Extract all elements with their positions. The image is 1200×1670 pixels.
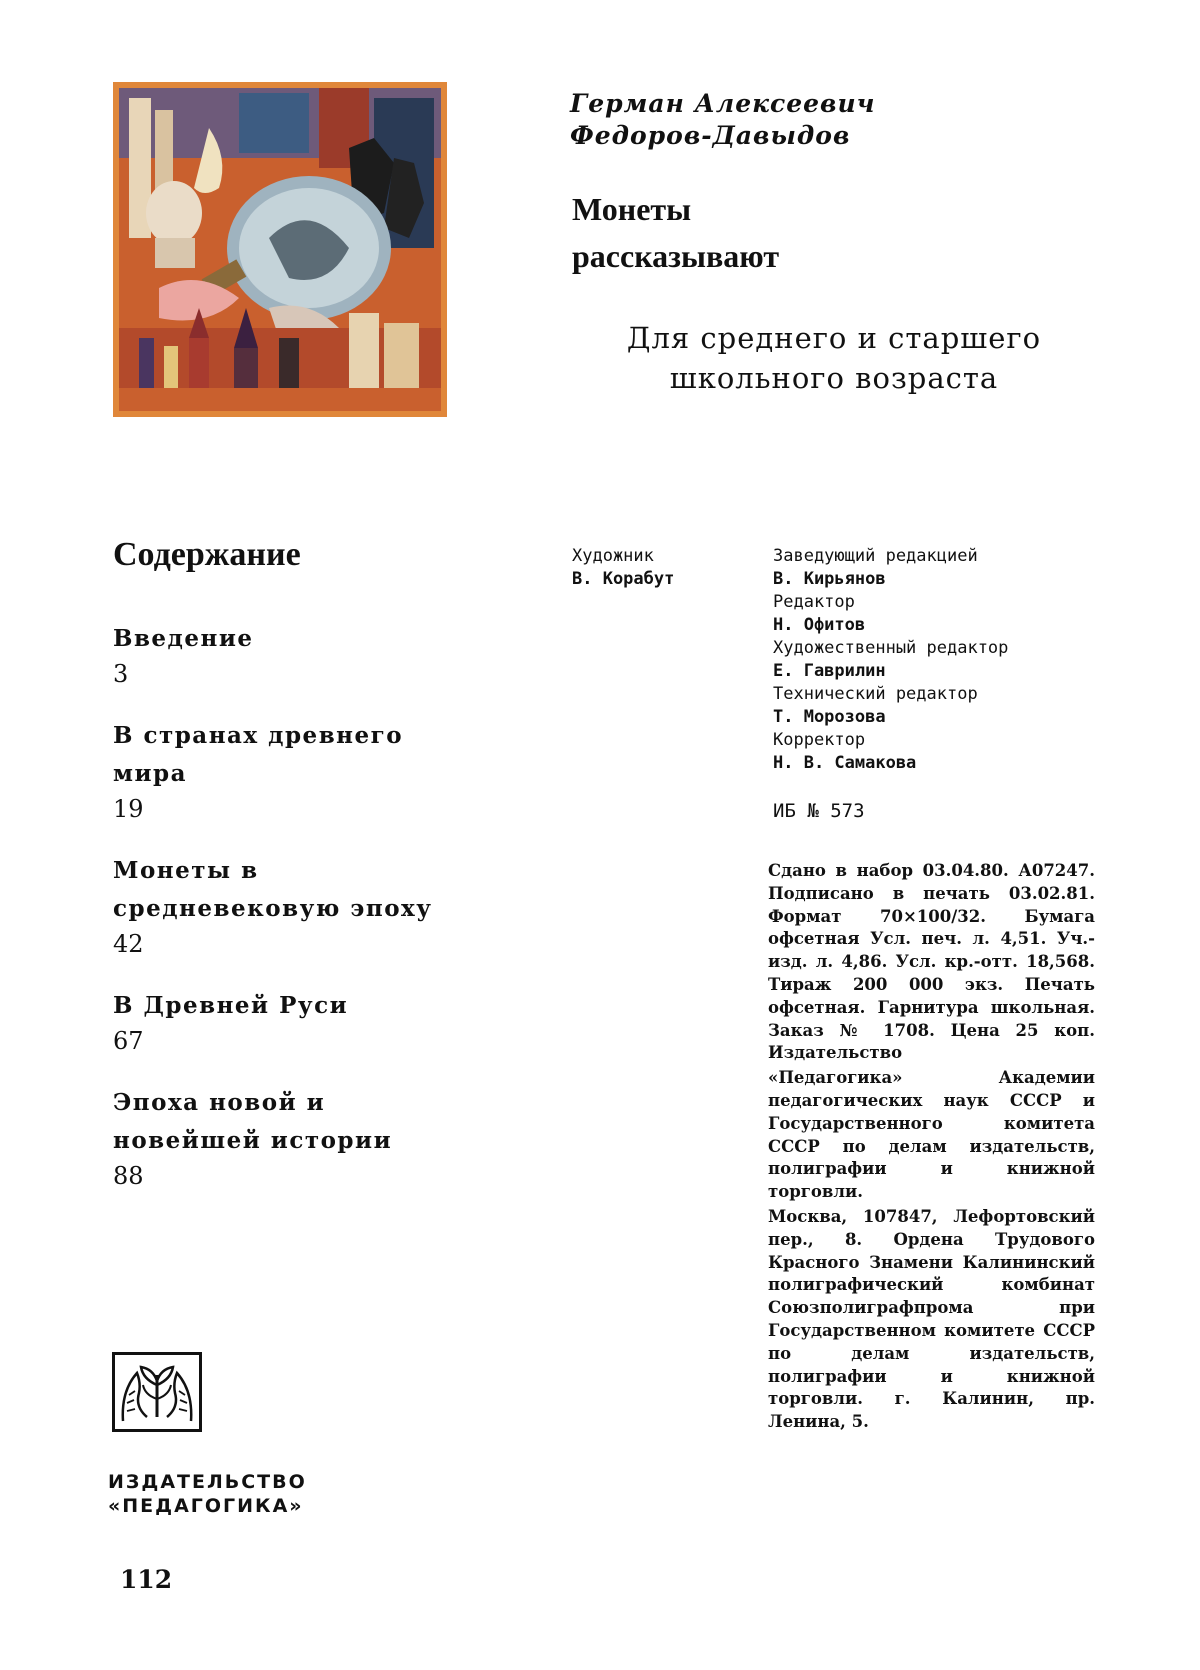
cover-illustration-art — [119, 88, 441, 411]
staff-role: Корректор — [773, 730, 866, 750]
contents-item-page: 42 — [113, 930, 144, 958]
audience-line1: Для среднего и старшего — [626, 321, 1042, 355]
staff-role: Заведующий редакцией — [773, 546, 978, 566]
staff-credits — [773, 545, 1008, 775]
staff-role: Художественный редактор — [773, 638, 1009, 658]
contents-item-page: 3 — [113, 660, 129, 688]
contents-item — [113, 717, 453, 825]
contents-item — [113, 852, 453, 960]
page-number: 112 — [120, 1565, 173, 1594]
book-title — [572, 186, 779, 280]
contents-item-title: Эпоха новой и новейшей истории — [113, 1089, 393, 1154]
imprint-paragraph: «Педагогика» Академии педагогических наук СССР и Государственного комитета СССР по делам издательств, полиграфии и книжной торговли. — [768, 1068, 1095, 1202]
contents-item — [113, 1084, 453, 1192]
staff-name: Н. В. Самакова — [773, 753, 917, 773]
artist-name: В. Корабут — [572, 569, 675, 589]
publisher-logo-art — [115, 1355, 199, 1429]
author-second-line: Федоров-Давыдов — [570, 121, 851, 150]
staff-name: В. Кирьянов — [773, 569, 886, 589]
contents-item-page: 19 — [113, 795, 144, 823]
contents-item-title: Монеты в средневековую эпоху — [113, 857, 433, 922]
contents-item-title: В Древней Руси — [113, 992, 349, 1019]
staff-role: Редактор — [773, 592, 855, 612]
audience-note — [560, 318, 1108, 398]
artist-role: Художник — [572, 546, 654, 566]
cover-illustration — [113, 82, 447, 417]
publisher-logo-icon — [112, 1352, 202, 1432]
contents-item — [113, 987, 453, 1057]
publisher-name — [108, 1470, 307, 1518]
contents-item-page: 88 — [113, 1162, 144, 1190]
staff-name: Т. Морозова — [773, 707, 886, 727]
publisher-line2: «ПЕДАГОГИКА» — [108, 1495, 304, 1517]
publisher-line1: ИЗДАТЕЛЬСТВО — [108, 1471, 307, 1493]
imprint-paragraph: Москва, 107847, Лефортовский пер., 8. Ордена Трудового Красного Знамени Калининский полиграфический комбинат Союзполиграфпрома при Государственном комитете СССР по делам издательств, полиграфии и книжной торговли. г. Калинин, пр. Ленина, 5. — [768, 1206, 1095, 1432]
ib-number: ИБ № 573 — [773, 800, 865, 822]
staff-role: Технический редактор — [773, 684, 978, 704]
contents-heading: Содержание — [113, 536, 301, 573]
imprint-paragraph: Сдано в набор 03.04.80. А07247. Подписано в печать 03.02.81. Формат 70×100/32. Бумага офсетная Усл. печ. л. 4,51. Уч.-изд. л. 4,86. Усл. кр.-отт. 18,568. Тираж 200 000 экз. Печать офсетная. Гарнитура школьная. Заказ № 1708. Цена 25 коп. Издательство — [768, 861, 1095, 1063]
contents-item-title: Введение — [113, 625, 254, 652]
staff-name: Е. Гаврилин — [773, 661, 886, 681]
book-title-line2: рассказывают — [572, 238, 780, 274]
contents-item-page: 67 — [113, 1027, 144, 1055]
staff-name: Н. Офитов — [773, 615, 866, 635]
imprint-block — [768, 860, 1095, 1436]
artist-credit — [572, 545, 674, 591]
book-title-line1: Монеты — [572, 191, 692, 227]
contents-item — [113, 620, 453, 690]
audience-line2: школьного возраста — [669, 361, 999, 395]
author-first-line: Герман Алексеевич — [570, 89, 876, 118]
contents-item-title: В странах древнего мира — [113, 722, 404, 787]
author-name — [570, 88, 876, 152]
contents-list — [113, 620, 453, 1219]
